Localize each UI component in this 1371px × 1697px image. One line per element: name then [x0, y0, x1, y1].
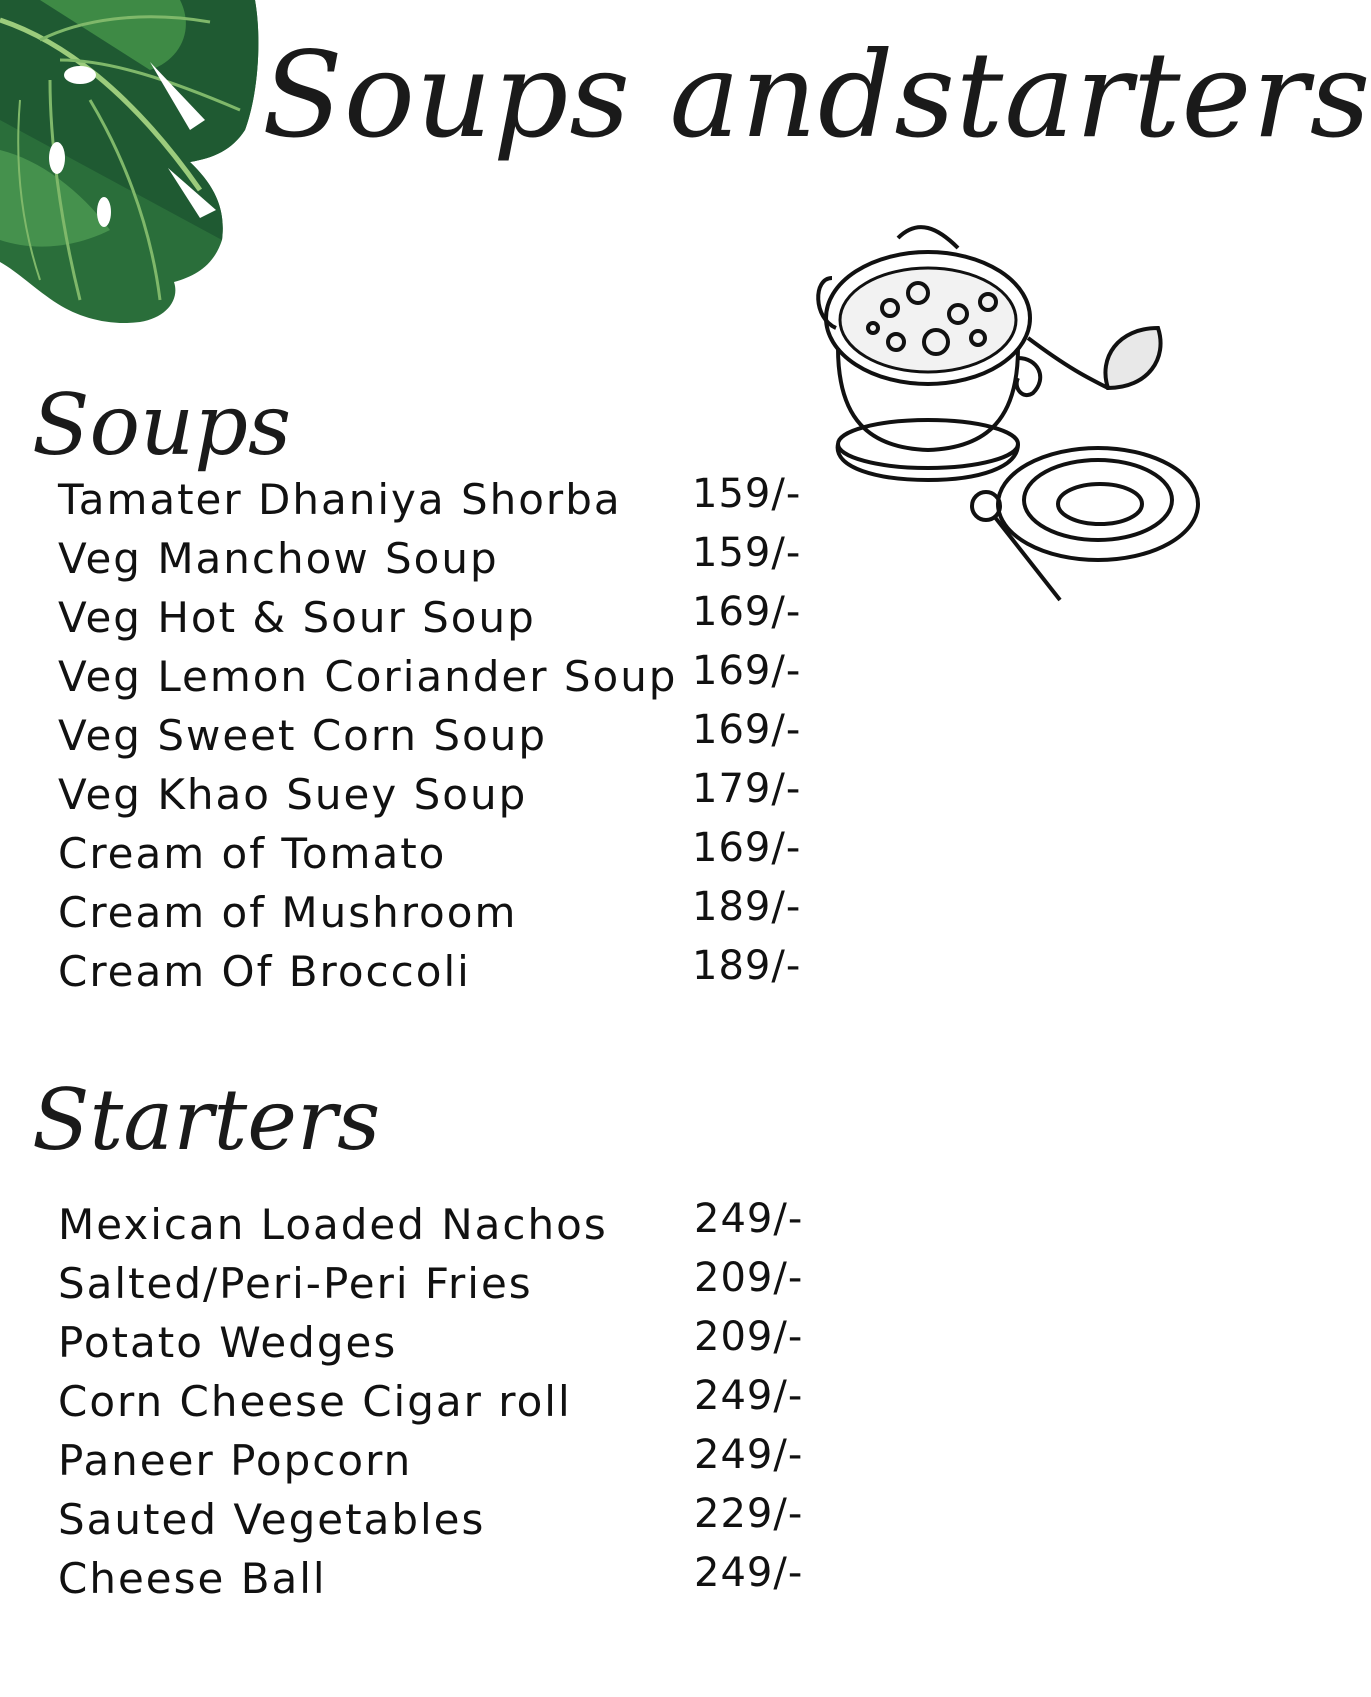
- starters-heading: Starters: [32, 1071, 381, 1169]
- item-name: Cheese Ball: [58, 1554, 327, 1603]
- item-price: 249/-: [694, 1196, 804, 1242]
- item-price: 159/-: [692, 530, 802, 576]
- item-name: Corn Cheese Cigar roll: [58, 1377, 572, 1426]
- item-price: 229/-: [694, 1491, 804, 1537]
- item-name: Cream of Mushroom: [58, 888, 518, 937]
- leaf-shape: [0, 0, 258, 323]
- item-price: 209/-: [694, 1314, 804, 1360]
- item-name: Tamater Dhaniya Shorba: [58, 475, 622, 524]
- item-name: Mexican Loaded Nachos: [58, 1200, 608, 1249]
- item-price: 209/-: [694, 1255, 804, 1301]
- item-price: 249/-: [694, 1373, 804, 1419]
- page-title: Soups andstarters: [262, 26, 1371, 164]
- monstera-leaf-icon: [0, 0, 270, 330]
- item-price: 169/-: [692, 589, 802, 635]
- soup-pot-illustration-icon: [818, 218, 1198, 618]
- item-name: Salted/Peri-Peri Fries: [58, 1259, 533, 1308]
- pot-drawing: [818, 227, 1198, 600]
- item-name: Veg Hot & Sour Soup: [58, 593, 536, 642]
- item-name: Paneer Popcorn: [58, 1436, 413, 1485]
- item-name: Veg Khao Suey Soup: [58, 770, 528, 819]
- item-price: 169/-: [692, 825, 802, 871]
- item-name: Veg Lemon Coriander Soup: [58, 652, 678, 701]
- item-price: 189/-: [692, 943, 802, 989]
- item-price: 249/-: [694, 1550, 804, 1596]
- item-price: 169/-: [692, 648, 802, 694]
- item-price: 179/-: [692, 766, 802, 812]
- item-price: 189/-: [692, 884, 802, 930]
- item-name: Veg Sweet Corn Soup: [58, 711, 547, 760]
- item-price: 249/-: [694, 1432, 804, 1478]
- soups-heading: Soups: [32, 376, 292, 474]
- item-name: Potato Wedges: [58, 1318, 398, 1367]
- item-price: 169/-: [692, 707, 802, 753]
- item-name: Cream of Tomato: [58, 829, 447, 878]
- item-name: Sauted Vegetables: [58, 1495, 486, 1544]
- item-name: Cream Of Broccoli: [58, 947, 471, 996]
- item-price: 159/-: [692, 471, 802, 517]
- item-name: Veg Manchow Soup: [58, 534, 499, 583]
